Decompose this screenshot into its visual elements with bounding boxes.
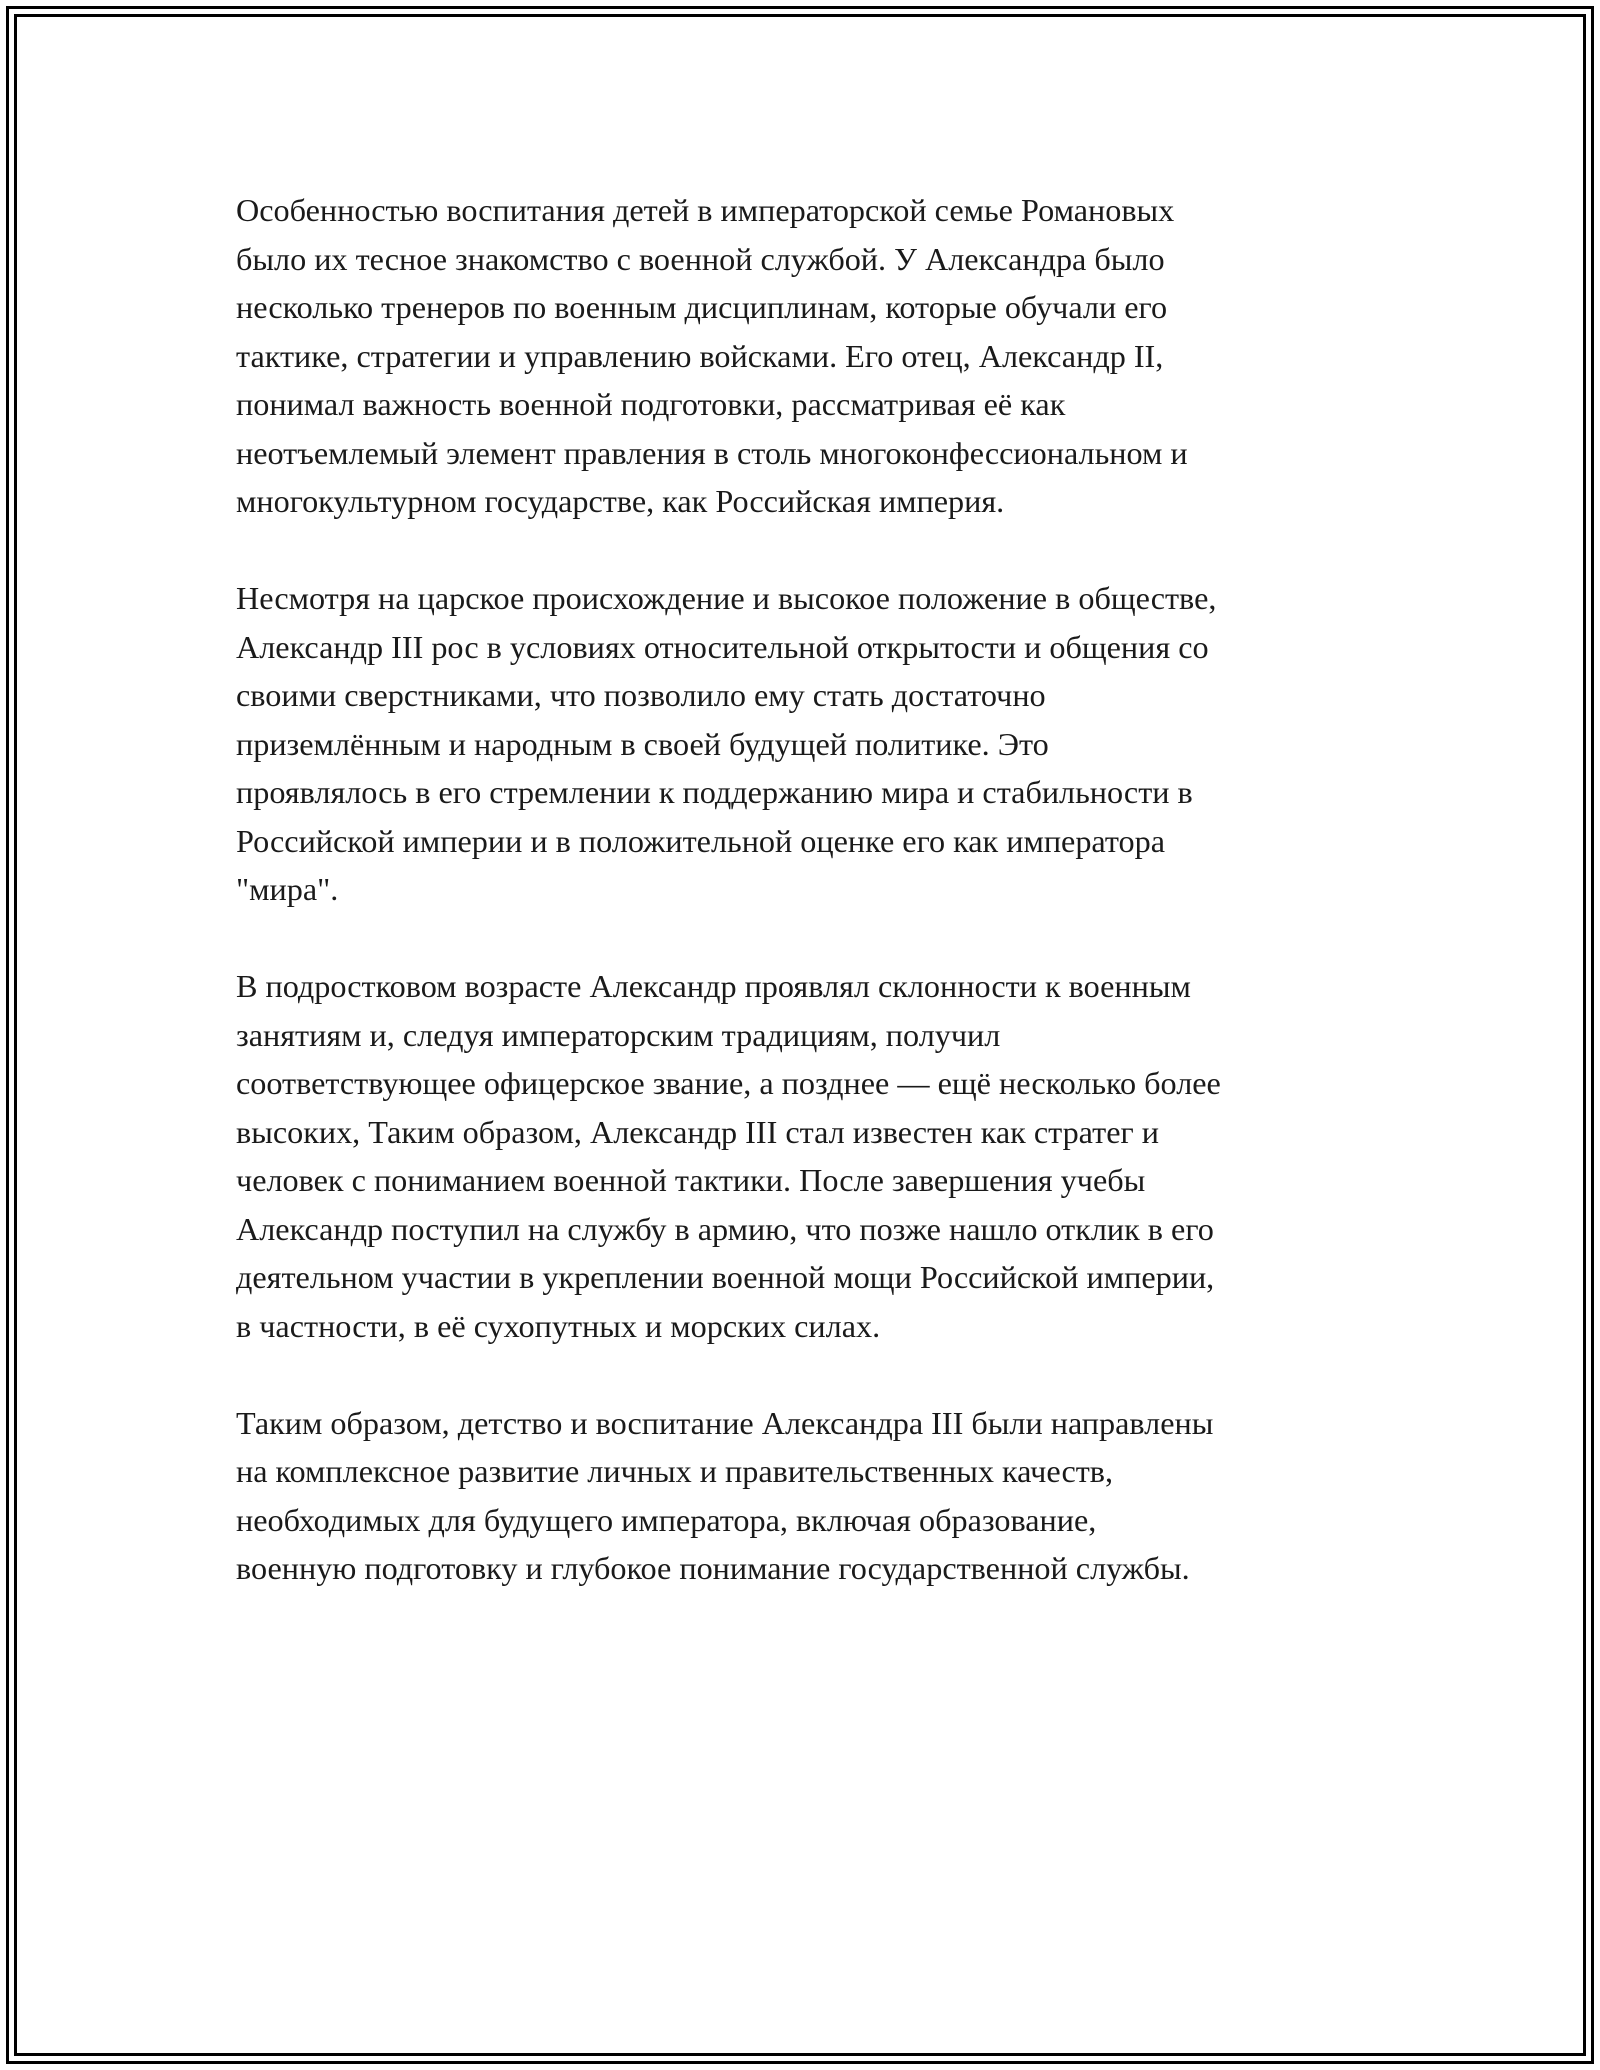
paragraph-2: Несмотря на царское происхождение и высокое положение в обществе, Александр III рос в условиях относительной открытости и общения со своими сверстниками, что позволило ему стать достаточно приземлённым и народным в своей будущей политике. Это проявлялось в его стремлении к поддержанию мира и стабильности в Российской империи и в положительной оценке его как императора "мира". <box>236 580 1217 907</box>
paragraph-4: Таким образом, детство и воспитание Александра III были направлены на комплексное развитие личных и правительственных качеств, необходимых для будущего императора, включая образование, военную подготовку и глубокое понимание государственной службы. <box>236 1404 1214 1586</box>
paragraph-3: В подростковом возрасте Александр проявлял склонности к военным занятиям и, следуя императорским традициям, получил соответствующее офицерское звание, а позднее — ещё несколько более высоких, Таким образом, Александр III стал известен как стратег и человек с пониманием военной тактики. После завершения учебы Александр поступил на службу в армию, что позже нашло отклик в его деятельном участии в укреплении военной мощи Российской империи, в частности, в её сухопутных и морских силах. <box>236 968 1221 1344</box>
document-body <box>236 186 1376 1641</box>
paragraph-1: Особенностью воспитания детей в императорской семье Романовых было их тесное знакомство с военной службой. У Александра было несколько тренеров по военным дисциплинам, которые обучали его тактике, стратегии и управлению войсками. Его отец, Александр II, понимал важность военной подготовки, рассматривая её как неотъемлемый элемент правления в столь многоконфессиональном и многокультурном государстве, как Российская империя. <box>236 192 1188 519</box>
